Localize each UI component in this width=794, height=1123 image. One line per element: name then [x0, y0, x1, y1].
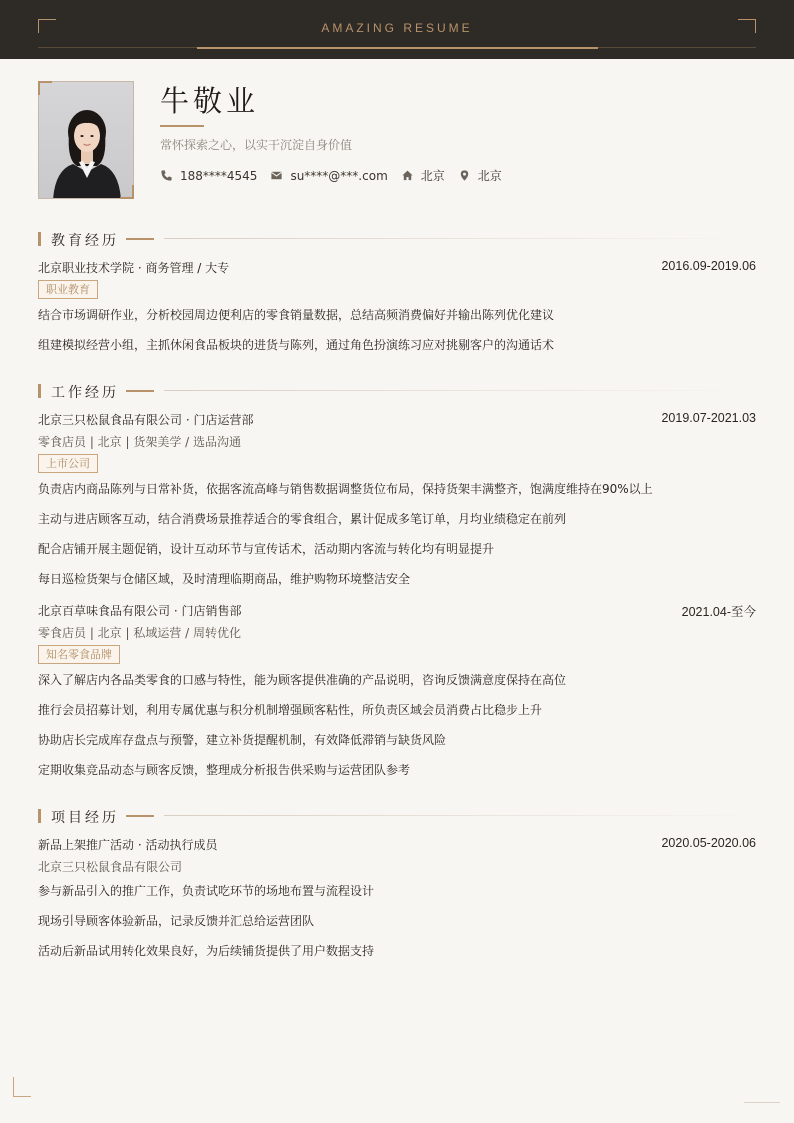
name-underline	[160, 125, 204, 127]
list-item: 参与新品引入的推广工作，负责试吃环节的场地布置与流程设计	[38, 884, 375, 898]
list-item: 定期收集竞品动态与顾客反馈，整理成分析报告供采购与运营团队参考	[38, 763, 411, 777]
phone-icon	[160, 169, 173, 182]
page-corner-bottom-left	[13, 1077, 31, 1097]
section-marker	[38, 232, 41, 246]
section-divider	[164, 815, 756, 816]
email-text: su****@***.com	[290, 168, 388, 183]
list-item: 协助店长完成库存盘点与预警，建立补货提醒机制，有效降低滞销与缺货风险	[38, 733, 447, 747]
home-text: 北京	[420, 169, 445, 183]
list-item: 组建模拟经营小组，主抓休闲食品板块的进货与陈列，通过角色扮演练习应对挑剔客户的沟通话术	[38, 338, 555, 352]
project-entry	[38, 836, 756, 853]
education-tag: 职业教育	[38, 280, 98, 299]
location-text: 北京	[477, 169, 502, 183]
job-date: 2021.04-至今	[681, 605, 756, 619]
education-entry	[38, 259, 756, 276]
list-item: 配合店铺开展主题促销，设计互动环节与宣传话术，活动期内客流与转化均有明显提升	[38, 542, 495, 556]
project-company: 北京三只松鼠食品有限公司	[38, 860, 183, 874]
section-marker	[38, 809, 41, 823]
job-company: 北京三只松鼠食品有限公司 · 门店运营部	[38, 413, 254, 427]
avatar	[38, 81, 134, 199]
job-subtitle: 零食店员 | 北京 | 私域运营 / 周转优化	[38, 626, 242, 640]
contact-row	[160, 167, 515, 184]
list-item: 负责店内商品陈列与日常补货，依据客流高峰与销售数据调整货位布局，保持货架丰满整齐，饱满度维持在90%以上	[38, 482, 653, 496]
header-title: AMAZING RESUME	[321, 21, 473, 35]
project-date: 2020.05-2020.06	[661, 836, 756, 850]
projects-section-header	[38, 807, 756, 827]
contact-location	[458, 167, 502, 184]
list-item: 主动与进店顾客互动，结合消费场景推荐适合的零食组合，累计促成多笔订单，月均业绩稳定在前列	[38, 512, 567, 526]
home-icon	[401, 169, 414, 182]
photo-corner-bottom-right	[120, 185, 134, 199]
education-title: 教育经历	[51, 233, 119, 249]
location-pin-icon	[458, 169, 471, 182]
list-item: 活动后新品试用转化效果良好，为后续铺货提供了用户数据支持	[38, 944, 375, 958]
job-subtitle: 零食店员 | 北京 | 货架美学 / 选品沟通	[38, 435, 242, 449]
section-divider	[164, 390, 756, 391]
work-title: 工作经历	[51, 385, 119, 401]
section-divider	[164, 238, 756, 239]
list-item: 推行会员招募计划，利用专属优惠与积分机制增强顾客粘性，所负责区域会员消费占比稳步上升	[38, 703, 543, 717]
contact-phone	[160, 169, 257, 183]
education-date: 2016.09-2019.06	[661, 259, 756, 273]
job-date: 2019.07-2021.03	[661, 411, 756, 425]
list-item: 每日巡检货架与仓储区域，及时清理临期商品，维护购物环境整洁安全	[38, 572, 411, 586]
section-accent-line	[126, 390, 154, 392]
header-band	[0, 0, 794, 59]
section-accent-line	[126, 238, 154, 240]
section-marker	[38, 384, 41, 398]
page-corner-bottom-right	[744, 1102, 780, 1103]
job-entry	[38, 411, 756, 428]
education-school: 北京职业技术学院 · 商务管理 / 大专	[38, 261, 230, 275]
job-entry	[38, 602, 756, 619]
job-tag: 知名零食品牌	[38, 645, 120, 664]
job-tag: 上市公司	[38, 454, 98, 473]
list-item: 现场引导顾客体验新品，记录反馈并汇总给运营团队	[38, 914, 315, 928]
contact-home	[401, 167, 445, 184]
profile-name: 牛敬业	[160, 84, 260, 118]
phone-text: 188****4545	[180, 168, 258, 183]
header-accent-line	[197, 47, 598, 49]
section-accent-line	[126, 815, 154, 817]
profile-motto: 常怀探索之心，以实干沉淀自身价值	[160, 138, 353, 152]
work-section-header	[38, 382, 756, 402]
project-name: 新品上架推广活动 · 活动执行成员	[38, 838, 218, 852]
contact-email	[270, 169, 387, 183]
person-portrait	[39, 82, 134, 199]
mail-icon	[270, 169, 283, 182]
list-item: 结合市场调研作业，分析校园周边便利店的零食销量数据，总结高频消费偏好并输出陈列优化建议	[38, 308, 555, 322]
job-company: 北京百草味食品有限公司 · 门店销售部	[38, 604, 242, 618]
education-section-header	[38, 230, 756, 250]
profile-photo	[38, 81, 134, 199]
list-item: 深入了解店内各品类零食的口感与特性，能为顾客提供准确的产品说明，咨询反馈满意度保持在高位	[38, 673, 567, 687]
projects-title: 项目经历	[51, 810, 119, 826]
photo-corner-top-left	[38, 81, 52, 95]
